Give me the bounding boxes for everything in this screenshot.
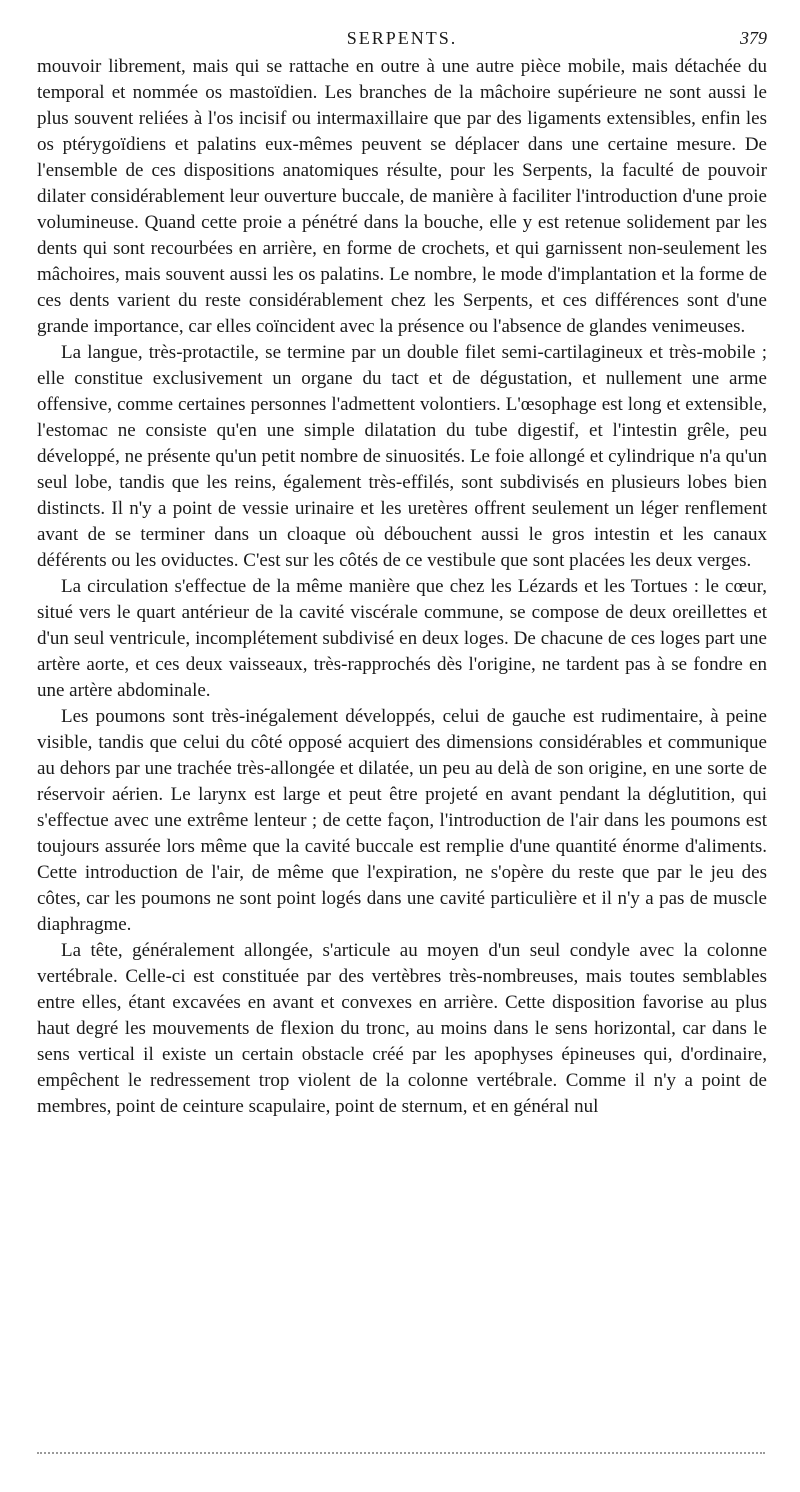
page-number: 379 xyxy=(740,28,767,48)
body-text xyxy=(37,54,767,1120)
document-page xyxy=(37,0,767,1120)
paragraph-tongue-digestion: La langue, très-protactile, se termine par un double filet semi-cartilagineux et très-mobile ; elle constitue exclusivement un organe du tact et de dégustation, et nullement une arme offensive, comme certaines personnes l'admettent volontiers. L'œsophage est long et extensible, l'estomac ne consiste qu'en une simple dilatation du tube digestif, et l'intestin grêle, peu développé, ne présente qu'un petit nombre de sinuosités. Le foie allongé et cylindrique n'a qu'un seul lobe, tandis que les reins, également très-effilés, sont subdivisés en plusieurs lobes bien distincts. Il n'y a point de vessie urinaire et les uretères offrent seulement un léger renflement avant de se terminer dans un cloaque où débouchent aussi le gros intestin et les canaux déférents ou les oviductes. C'est sur les côtés de ce vestibule que sont placées les deux verges. xyxy=(37,342,767,571)
page-bottom-rule xyxy=(37,1452,765,1454)
paragraph-lungs: Les poumons sont très-inégalement développés, celui de gauche est rudimentaire, à peine visible, tandis que celui du côté opposé acquiert des dimensions considérables et communique au dehors par une trachée très-allongée et dilatée, un peu au delà de son origine, en une sorte de réservoir aérien. Le larynx est large et peut être projeté en avant pendant la déglutition, qui s'effectue avec une extrême lenteur ; de cette façon, l'introduction de l'air dans les poumons est toujours assurée lors même que la cavité buccale est remplie d'une quantité énorme d'aliments. Cette introduction de l'air, de même que l'expiration, ne s'opère du reste que par le jeu des côtes, car les poumons ne sont point logés dans une cavité particulière et il n'y a pas de muscle diaphragme. xyxy=(37,706,767,935)
page-header xyxy=(37,0,767,50)
paragraph-circulation: La circulation s'effectue de la même manière que chez les Lézards et les Tortues : le cœur, situé vers le quart antérieur de la cavité viscérale commune, se compose de deux oreillettes et d'un seul ventricule, incomplétement subdivisé en deux loges. De chacune de ces loges part une artère aorte, et ces deux vaisseaux, très-rapprochés dès l'origine, ne tardent pas à se fondre en une artère abdominale. xyxy=(37,576,767,701)
paragraph-skull-jaws: mouvoir librement, mais qui se rattache en outre à une autre pièce mobile, mais détachée du temporal et nommée os mastoïdien. Les branches de la mâchoire supérieure ne sont aussi le plus souvent reliées à l'os incisif ou intermaxillaire que par des ligaments extensibles, enfin les os ptérygoïdiens et palatins eux-mêmes peuvent se déplacer dans une certaine mesure. De l'ensemble de ces dispositions anatomiques résulte, pour les Serpents, la faculté de pouvoir dilater considérablement leur ouverture buccale, de manière à faciliter l'introduction d'une proie volumineuse. Quand cette proie a pénétré dans la bouche, elle y est retenue solidement par les dents qui sont recourbées en arrière, en forme de crochets, et qui garnissent non-seulement les mâchoires, mais souvent aussi les os palatins. Le nombre, le mode d'implantation et la forme de ces dents varient du reste considérablement chez les Serpents, et ces différences sont d'une grande importance, car elles coïncident avec la présence ou l'absence de glandes venimeuses. xyxy=(37,56,767,337)
running-head: SERPENTS. xyxy=(346,28,458,48)
paragraph-head-vertebrae: La tête, généralement allongée, s'articule au moyen d'un seul condyle avec la colonne vertébrale. Celle-ci est constituée par des vertèbres très-nombreuses, mais toutes semblables entre elles, étant excavées en avant et convexes en arrière. Cette disposition favorise au plus haut degré les mouvements de flexion du tronc, au moins dans le sens horizontal, car dans le sens vertical il existe un certain obstacle créé par les apophyses épineuses qui, d'ordinaire, empêchent le redressement trop violent de la colonne vertébrale. Comme il n'y a point de membres, point de ceinture scapulaire, point de sternum, et en général nul xyxy=(37,940,767,1117)
